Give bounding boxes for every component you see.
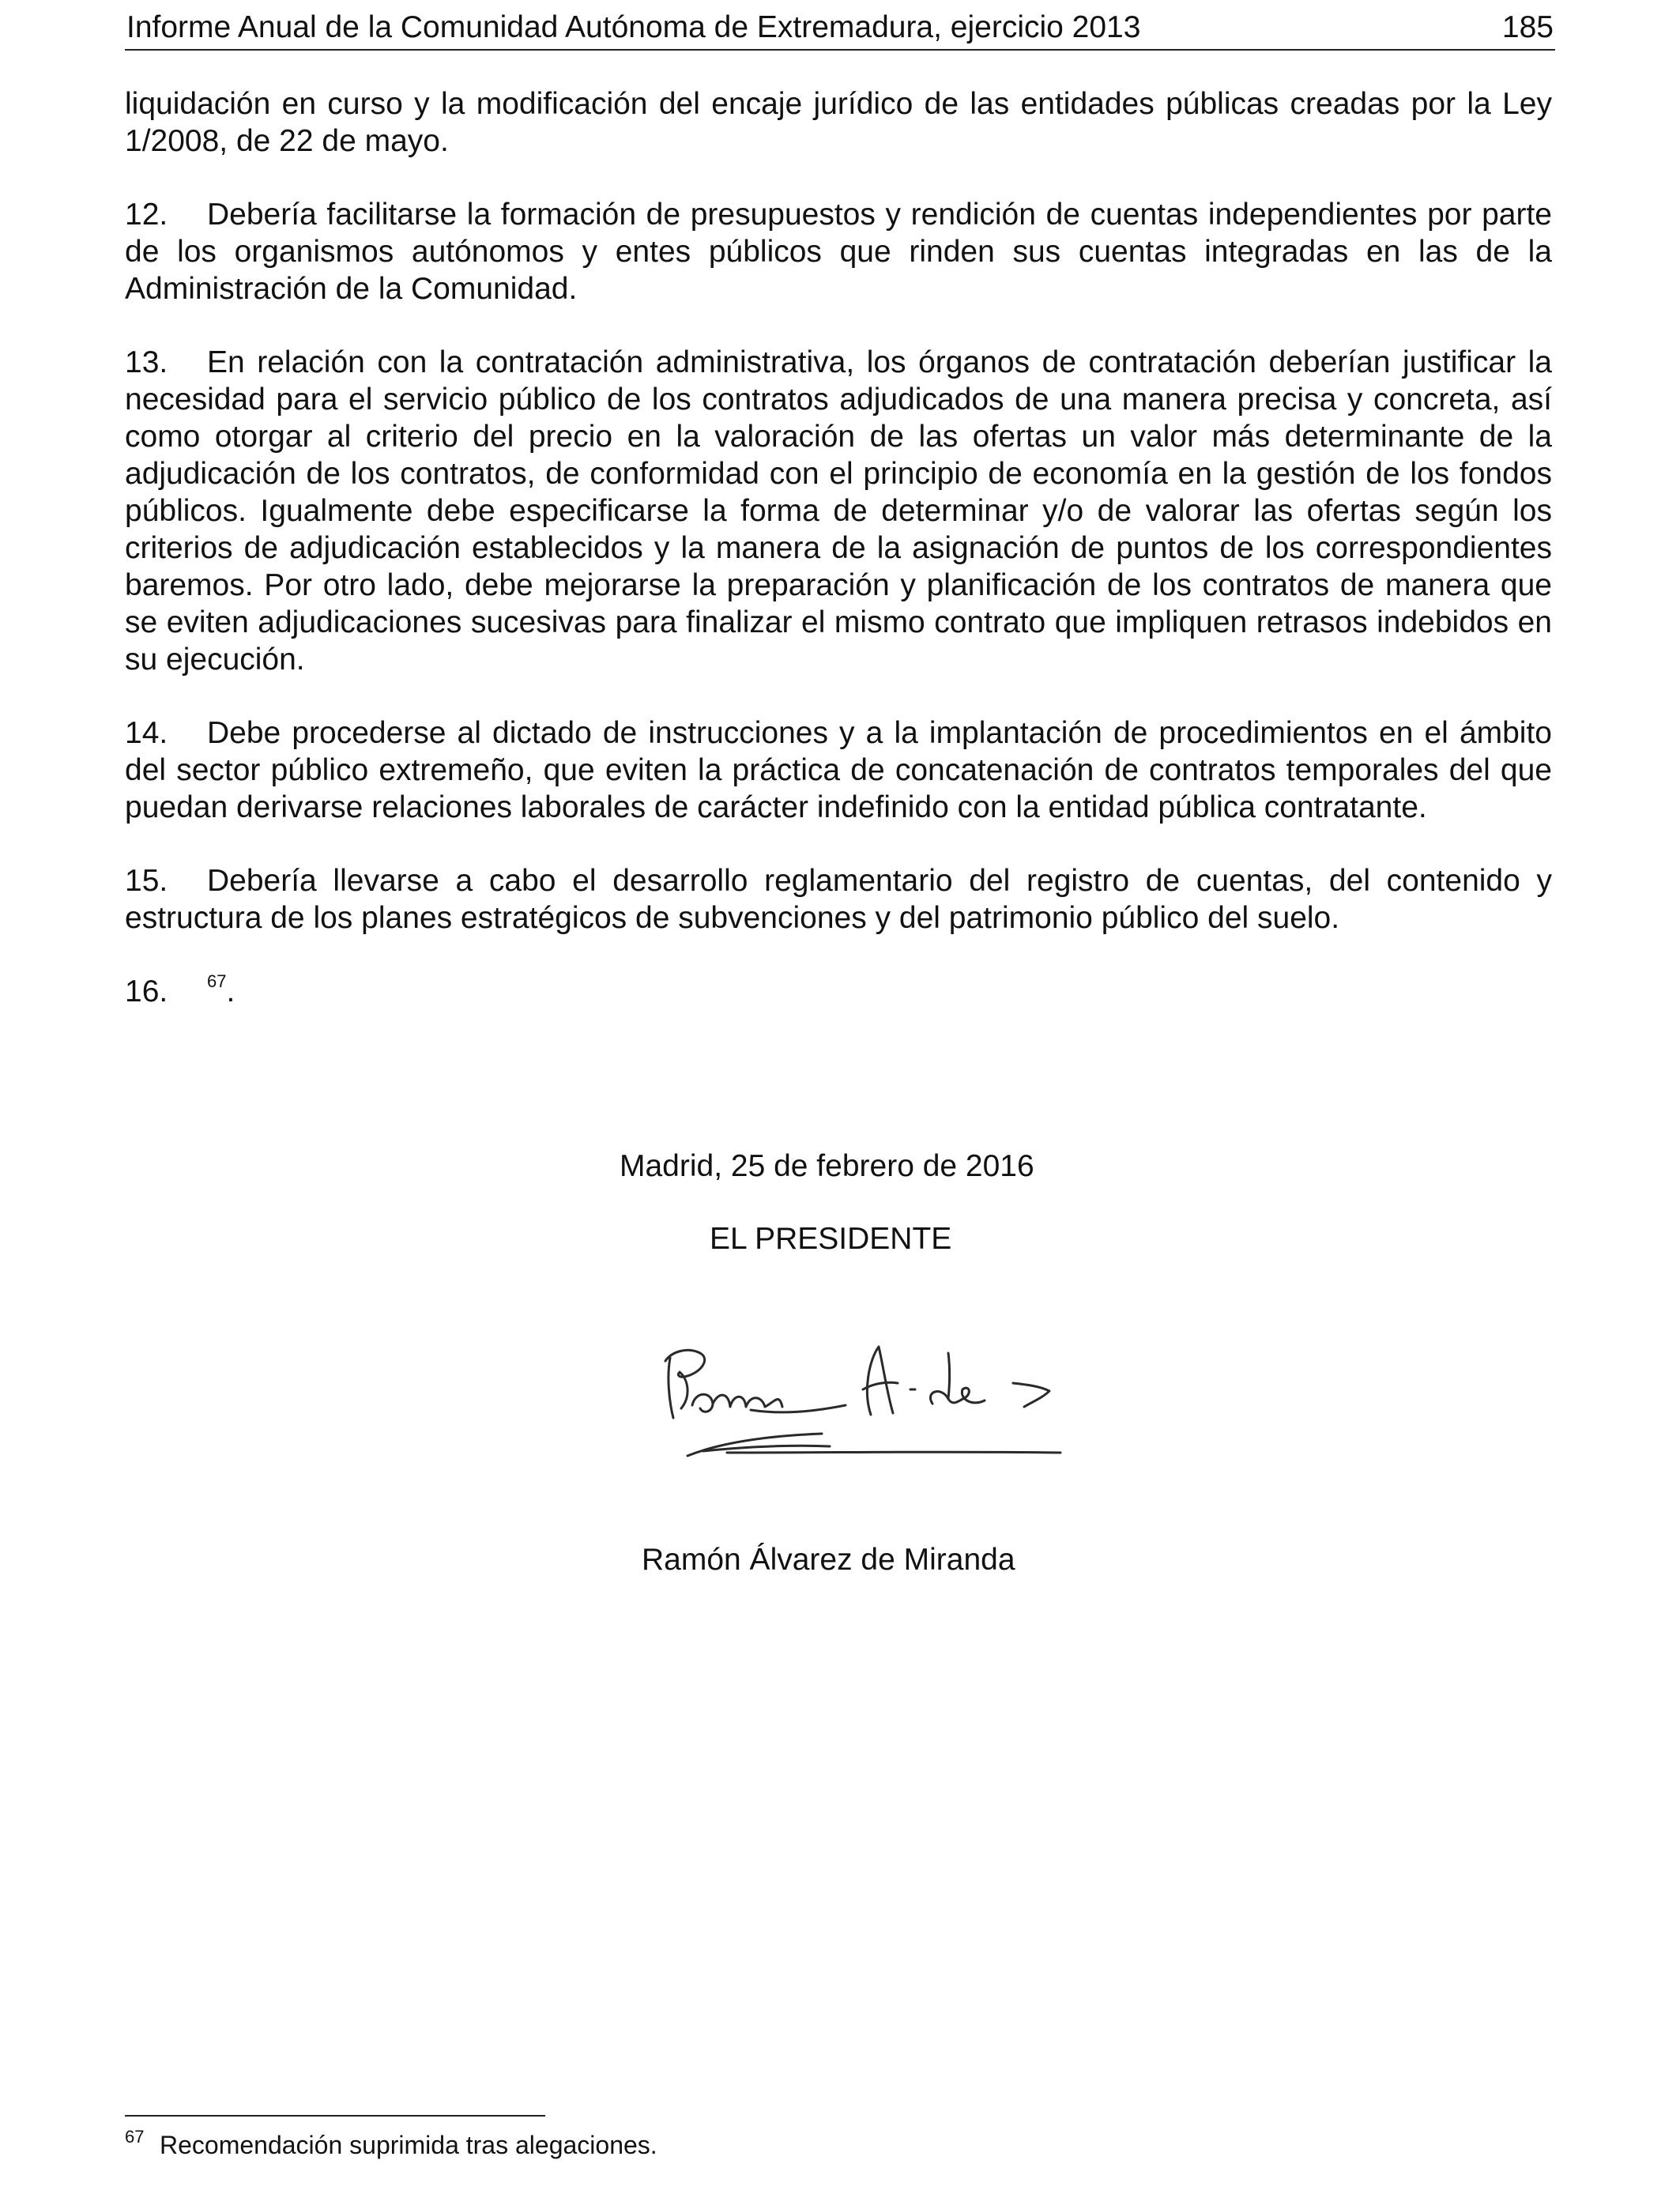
item-trailing: . [226,974,235,1008]
item-number: 15. [125,864,168,898]
footnote [125,2129,657,2164]
footnote-divider [125,2115,545,2117]
page-header [125,8,1555,51]
place-date: Madrid, 25 de febrero de 2016 [620,1149,1034,1183]
signatory-role: EL PRESIDENTE [710,1222,952,1256]
page-number: 185 [1501,10,1554,44]
item-number: 13. [125,345,168,379]
footnote-reference[interactable]: 67 [207,971,227,991]
document-body [125,85,1552,1050]
continuation-paragraph: liquidación en curso y la modificación del encaje jurídico de las entidades públicas creadas por la Ley 1/2008, de 22 de mayo. [125,87,1552,158]
item-number: 16. [125,974,168,1008]
recommendation-15 [125,862,1552,937]
footnote-mark: 67 [125,2127,145,2147]
handwritten-signature [656,1336,1067,1486]
item-text: Debería llevarse a cabo el desarrollo reglamentario del registro de cuentas, del contenido y estructura de los planes estratégicos de subvenciones y del patrimonio público del suelo. [125,864,1552,935]
item-text: Debe procederse al dictado de instrucciones y a la implantación de procedimientos en el ámbito del sector público extremeño, que eviten la práctica de concatenación de contratos temporales del que puedan derivarse relaciones laborales de carácter indefinido con la entidad pública contratante. [125,716,1552,824]
item-number: 14. [125,716,168,750]
recommendation-14 [125,714,1552,826]
recommendation-13 [125,344,1552,678]
recommendation-16 [125,973,1552,1014]
signatory-name: Ramón Álvarez de Miranda [642,1543,1015,1577]
item-text: En relación con la contratación administrativa, los órganos de contratación deberían justificar la necesidad para el servicio público de los contratos adjudicados de una manera precisa y concreta, así como otorgar al criterio del precio en la valoración de las ofertas un valor más determinante de la adjudicación de los contratos, de conformidad con el principio de economía en la gestión de los fondos públicos. Igualmente debe especificarse la forma de determinar y/o de valorar las ofertas según los criterios de adjudicación establecidos y la manera de la asignación de puntos de los correspondientes baremos. Por otro lado, debe mejorarse la preparación y planificación de los contratos de manera que se eviten adjudicaciones sucesivas para finalizar el mismo contrato que impliquen retrasos indebidos en su ejecución. [125,345,1552,677]
footnote-text: Recomendación suprimida tras alegaciones. [160,2131,657,2159]
item-text: Debería facilitarse la formación de presupuestos y rendición de cuentas independientes por parte de los organismos autónomos y entes públicos que rinden sus cuentas integradas en las de la Administración de la Comunidad. [125,198,1552,306]
recommendation-12 [125,196,1552,307]
item-number: 12. [125,198,168,232]
header-title: Informe Anual de la Comunidad Autónoma de Extremadura, ejercicio 2013 [126,10,1141,44]
